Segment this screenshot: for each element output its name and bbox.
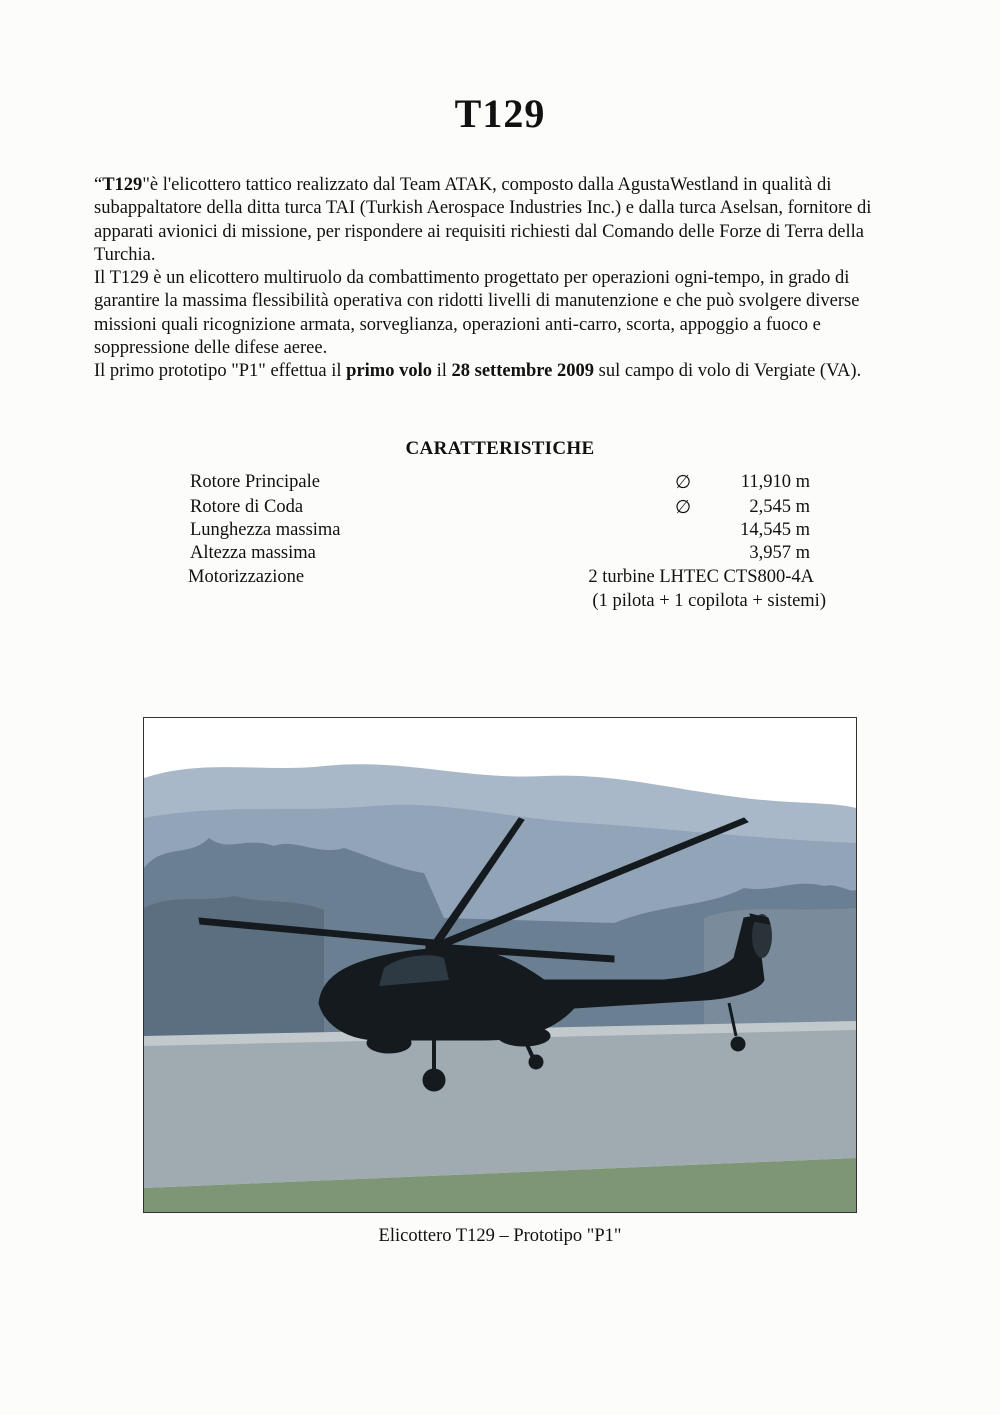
spec-value: 11,910 m	[740, 472, 810, 492]
helicopter-illustration	[144, 718, 856, 1212]
spec-value: 14,545 m	[740, 520, 810, 540]
intro-term: T129	[102, 175, 143, 195]
intro-p1-text: "è l'elicottero tattico realizzato dal Team ATAK, composto dalla AgustaWestland in qualità di subappaltatore della ditta turca TAI (Turkish Aerospace Industries Inc.) e dalla turca Aselsan, fornitore di apparati avionici di missione, per rispondere ai requisiti richiesti dal Comando delle Forze di Terra della Turchia.	[94, 175, 872, 265]
helicopter-photo	[143, 717, 857, 1213]
intro-paragraph-3	[94, 360, 906, 383]
spec-value: 2,545 m	[749, 497, 810, 517]
intro-paragraph-1: “T129"è l'elicottero tattico realizzato dal Team ATAK, composto dalla AgustaWestland in qualità di subappaltatore della ditta turca TAI (Turkish Aerospace Industries Inc.) e dalla turca Aselsan, fornitore di apparati avionici di missione, per rispondere ai requisiti richiesti dal Comando delle Forze di Terra della Turchia.	[94, 175, 872, 265]
spec-value-note: (1 pilota + 1 copilota + sistemi)	[592, 591, 826, 611]
intro-p3-c: sul campo di volo di Vergiate (VA).	[594, 361, 862, 382]
spec-label: Lunghezza massima	[190, 520, 341, 540]
first-flight-date: 28 settembre 2009	[451, 361, 594, 382]
intro-p3-a: Il primo prototipo "P1" effettua il	[94, 361, 347, 382]
specs-heading: CARATTERISTICHE	[405, 438, 595, 459]
spec-label: Motorizzazione	[188, 567, 305, 587]
spec-label: Altezza massima	[190, 543, 316, 563]
intro-p3-b: il	[431, 361, 452, 382]
first-flight-label: primo volo	[346, 361, 432, 382]
intro-text	[94, 174, 906, 384]
spec-label: Rotore di Coda	[190, 497, 304, 517]
diameter-icon: ∅	[674, 473, 692, 493]
diameter-icon: ∅	[674, 498, 692, 518]
spec-value: 2 turbine LHTEC CTS800-4A	[588, 567, 814, 587]
spec-label: Rotore Principale	[190, 472, 320, 492]
trees-left	[144, 896, 324, 1048]
spec-value: 3,957 m	[749, 543, 810, 563]
page-title: T129	[454, 91, 546, 136]
intro-paragraph-2: Il T129 è un elicottero multiruolo da combattimento progettato per operazioni ogni-tempo, in grado di garantire la massima flessibilità operativa con ridotti livelli di manutenzione e che può svolgere diverse missioni quali ricognizione armata, sorveglianza, operazioni anti-carro, scorta, appoggio a fuoco e soppressione delle difese aeree.	[94, 268, 860, 359]
photo-caption: Elicottero T129 – Prototipo "P1"	[378, 1226, 622, 1246]
